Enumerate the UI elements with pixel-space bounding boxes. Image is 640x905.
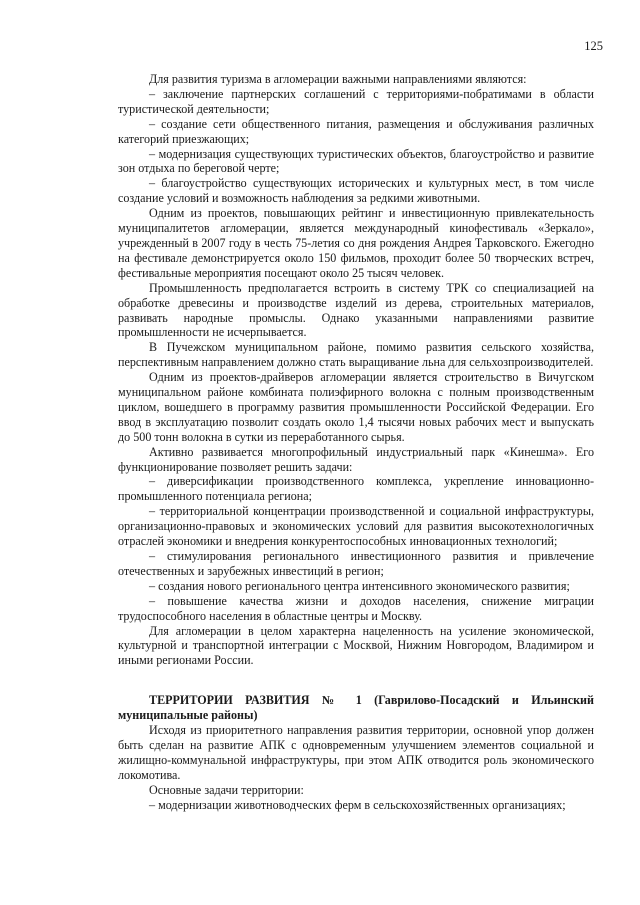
list-item: – благоустройство существующих исторических и культурных мест, в том числе создание условий и возможность наблюдения за редкими животными.: [118, 176, 594, 206]
paragraph: Активно развивается многопрофильный индустриальный парк «Кинешма». Его функционирование позволяет решить задачи:: [118, 444, 594, 474]
list-item: – модернизация существующих туристических объектов, благоустройство и развитие зон отдыха по береговой черте;: [118, 146, 594, 176]
document-body: [118, 72, 594, 813]
paragraph: Для агломерации в целом характерна нацеленность на усиление экономической, культурной и транспортной интеграции с Москвой, Нижним Новгородом, Владимиром и иными регионами России.: [118, 623, 594, 668]
list-item: – повышение качества жизни и доходов населения, снижение миграции трудоспособного населения в областные центры и Москву.: [118, 593, 594, 623]
page-number: 125: [584, 39, 603, 53]
list-item: – модернизации животноводческих ферм в сельскохозяйственных организациях;: [149, 797, 566, 812]
list-item: – территориальной концентрации производственной и социальной инфраструктуры, организационно-правовых и экономических условий для развития высокотехнологичных отраслей экономики и внедрения конкурентоспособных инновационных технологий;: [118, 504, 594, 549]
paragraph: Основные задачи территории:: [149, 782, 304, 797]
list-item: – стимулирования регионального инвестиционного развития и привлечение отечественных и зарубежных инвестиций в регион;: [118, 549, 594, 578]
list-item: – создание сети общественного питания, размещения и обслуживания различных категорий приезжающих;: [118, 116, 594, 146]
paragraph: Одним из проектов, повышающих рейтинг и инвестиционную привлекательность муниципалитетов агломерации, является международный кинофестиваль «Зеркало», учрежденный в 2007 году в честь 75-летия со дня рождения Андрея Тарковского. Ежегодно на фестивале демонстрируется около 150 фильмов, проходит более 50 творческих встреч, фестивальные мероприятия посещают около 25 тысяч человек.: [118, 206, 594, 280]
paragraph: Для развития туризма в агломерации важными направлениями являются:: [149, 72, 527, 86]
paragraph: Одним из проектов-драйверов агломерации является строительство в Вичугском муниципальном районе комбината полиэфирного волокна с полным производственным циклом, вошедшего в программу развития промышленности Российской Федерации. Его ввод в эксплуатацию позволит создать около 1,4 тысячи новых рабочих мест и выпускать до 500 тонн волокна в сутки из переработанного сырья.: [118, 370, 594, 444]
list-item: – диверсификации производственного комплекса, укрепление инновационно-промышленного потенциала региона;: [118, 474, 594, 504]
list-item: – создания нового регионального центра интенсивного экономического развития;: [149, 578, 570, 593]
paragraph: В Пучежском муниципальном районе, помимо развития сельского хозяйства, перспективным направлением должно стать выращивание льна для сельхозпроизводителей.: [118, 340, 594, 370]
paragraph: Промышленность предполагается встроить в систему ТРК со специализацией на обработке древесины и производстве изделий из дерева, строительных материалов, развивать народные промыслы. Однако указанными направлениями развитие промышленности не исчерпывается.: [118, 280, 594, 340]
list-item: – заключение партнерских соглашений с территориями-побратимами в области туристической деятельности;: [118, 86, 594, 116]
section-heading: ТЕРРИТОРИИ РАЗВИТИЯ № 1 (Гаврилово-Посадский и Ильинский муниципальные районы): [118, 693, 594, 723]
paragraph: Исходя из приоритетного направления развития территории, основной упор должен быть сделан на развитие АПК с одновременным улучшением элементов социальной и жилищно-коммунальной инфраструктуры, при этом АПК отводится роль экономического локомотива.: [118, 723, 594, 782]
